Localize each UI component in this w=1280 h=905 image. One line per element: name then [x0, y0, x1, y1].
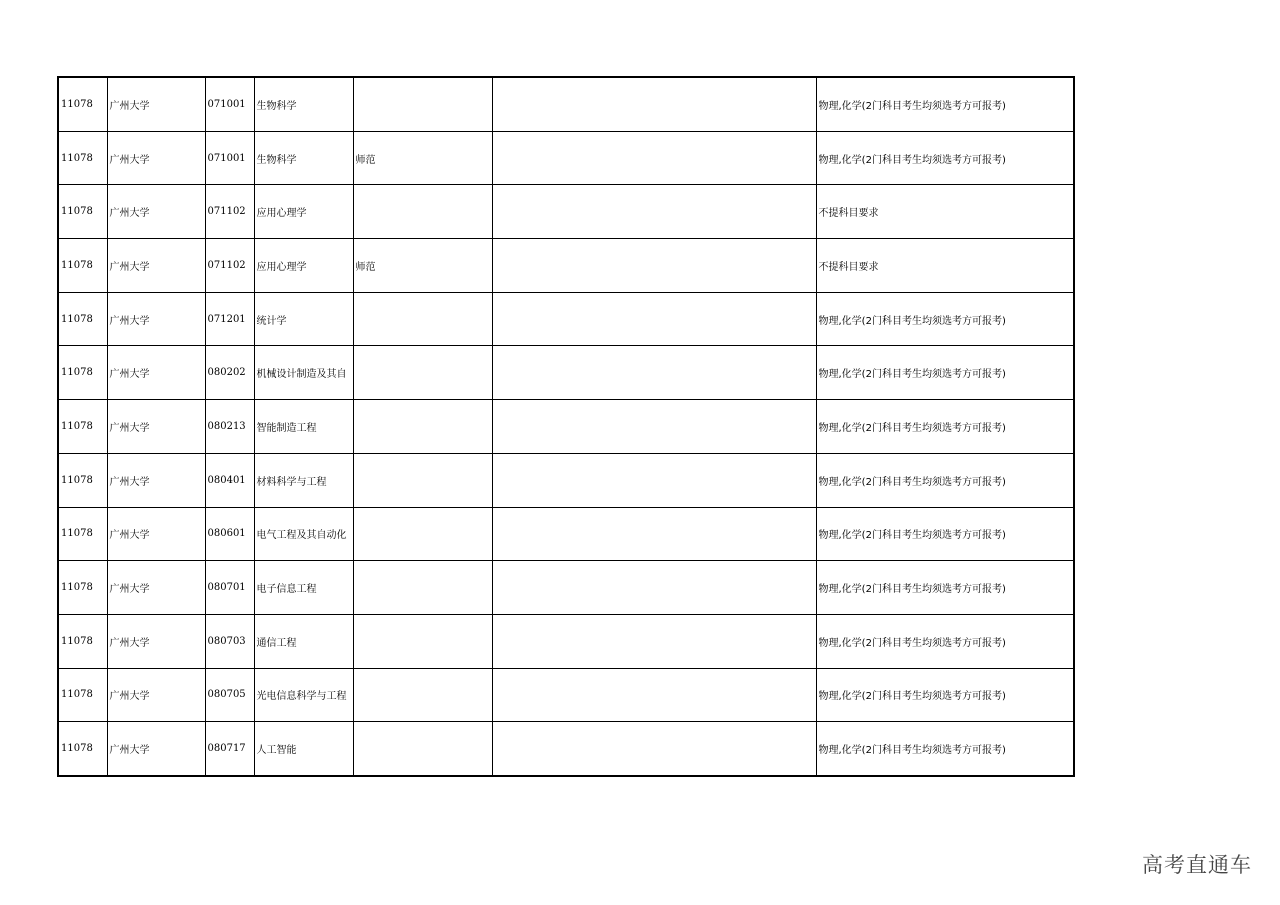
watermark-text: 高考直通车 — [1142, 853, 1252, 877]
major-code-cell: 071201 — [205, 292, 254, 346]
extra-cell — [492, 722, 816, 776]
school-name-cell: 广州大学 — [107, 614, 205, 668]
subject-requirement-cell: 物理,化学(2门科目考生均须选考方可报考) — [816, 507, 1074, 561]
major-name-cell: 智能制造工程 — [254, 400, 353, 454]
subject-requirement-cell: 物理,化学(2门科目考生均须选考方可报考) — [816, 668, 1074, 722]
table-row — [58, 346, 1074, 400]
note-cell — [353, 507, 492, 561]
school-code-cell: 11078 — [58, 561, 107, 615]
table-row — [58, 561, 1074, 615]
table-row — [58, 131, 1074, 185]
major-code-cell: 080601 — [205, 507, 254, 561]
note-cell — [353, 561, 492, 615]
major-code-cell: 080202 — [205, 346, 254, 400]
extra-cell — [492, 346, 816, 400]
subject-requirement-cell: 物理,化学(2门科目考生均须选考方可报考) — [816, 453, 1074, 507]
note-cell — [353, 292, 492, 346]
major-name-cell: 电子信息工程 — [254, 561, 353, 615]
school-name-cell: 广州大学 — [107, 400, 205, 454]
school-name-cell: 广州大学 — [107, 292, 205, 346]
note-cell — [353, 453, 492, 507]
extra-cell — [492, 561, 816, 615]
subject-requirement-cell: 物理,化学(2门科目考生均须选考方可报考) — [816, 77, 1074, 131]
note-cell — [353, 722, 492, 776]
school-name-cell: 广州大学 — [107, 77, 205, 131]
table-row — [58, 77, 1074, 131]
note-cell — [353, 400, 492, 454]
note-cell — [353, 614, 492, 668]
table-row — [58, 239, 1074, 293]
extra-cell — [492, 292, 816, 346]
school-code-cell: 11078 — [58, 614, 107, 668]
school-code-cell: 11078 — [58, 292, 107, 346]
major-code-cell: 080703 — [205, 614, 254, 668]
school-name-cell: 广州大学 — [107, 453, 205, 507]
subject-requirement-cell: 物理,化学(2门科目考生均须选考方可报考) — [816, 346, 1074, 400]
note-cell — [353, 346, 492, 400]
major-name-cell: 应用心理学 — [254, 185, 353, 239]
major-code-cell: 080213 — [205, 400, 254, 454]
major-code-cell: 071001 — [205, 131, 254, 185]
extra-cell — [492, 400, 816, 454]
major-code-cell: 071102 — [205, 239, 254, 293]
major-name-cell: 应用心理学 — [254, 239, 353, 293]
major-code-cell: 071001 — [205, 77, 254, 131]
school-code-cell: 11078 — [58, 507, 107, 561]
school-name-cell: 广州大学 — [107, 507, 205, 561]
school-code-cell: 11078 — [58, 77, 107, 131]
note-cell: 师范 — [353, 239, 492, 293]
note-cell — [353, 185, 492, 239]
school-code-cell: 11078 — [58, 346, 107, 400]
major-name-cell: 机械设计制造及其自 — [254, 346, 353, 400]
major-code-cell: 080701 — [205, 561, 254, 615]
note-cell — [353, 77, 492, 131]
extra-cell — [492, 453, 816, 507]
note-cell — [353, 668, 492, 722]
extra-cell — [492, 185, 816, 239]
major-name-cell: 材料科学与工程 — [254, 453, 353, 507]
school-name-cell: 广州大学 — [107, 722, 205, 776]
school-name-cell: 广州大学 — [107, 131, 205, 185]
table-row — [58, 400, 1074, 454]
school-code-cell: 11078 — [58, 131, 107, 185]
school-name-cell: 广州大学 — [107, 561, 205, 615]
major-name-cell: 电气工程及其自动化 — [254, 507, 353, 561]
school-code-cell: 11078 — [58, 453, 107, 507]
major-name-cell: 通信工程 — [254, 614, 353, 668]
school-name-cell: 广州大学 — [107, 668, 205, 722]
school-code-cell: 11078 — [58, 400, 107, 454]
note-cell: 师范 — [353, 131, 492, 185]
subject-requirement-cell: 物理,化学(2门科目考生均须选考方可报考) — [816, 131, 1074, 185]
school-name-cell: 广州大学 — [107, 346, 205, 400]
table-body — [58, 77, 1074, 776]
table-row — [58, 292, 1074, 346]
major-name-cell: 人工智能 — [254, 722, 353, 776]
extra-cell — [492, 239, 816, 293]
subject-requirement-cell: 物理,化学(2门科目考生均须选考方可报考) — [816, 722, 1074, 776]
school-code-cell: 11078 — [58, 668, 107, 722]
major-code-cell: 071102 — [205, 185, 254, 239]
extra-cell — [492, 77, 816, 131]
table-row — [58, 453, 1074, 507]
subject-requirement-cell: 物理,化学(2门科目考生均须选考方可报考) — [816, 614, 1074, 668]
major-name-cell: 光电信息科学与工程 — [254, 668, 353, 722]
school-code-cell: 11078 — [58, 239, 107, 293]
major-code-cell: 080717 — [205, 722, 254, 776]
major-name-cell: 统计学 — [254, 292, 353, 346]
extra-cell — [492, 507, 816, 561]
school-name-cell: 广州大学 — [107, 185, 205, 239]
subject-requirement-cell: 物理,化学(2门科目考生均须选考方可报考) — [816, 292, 1074, 346]
subject-requirement-cell: 物理,化学(2门科目考生均须选考方可报考) — [816, 561, 1074, 615]
subject-requirement-cell: 不提科目要求 — [816, 239, 1074, 293]
enrollment-requirements-table — [57, 76, 1075, 777]
major-code-cell: 080401 — [205, 453, 254, 507]
extra-cell — [492, 668, 816, 722]
table-row — [58, 668, 1074, 722]
table-row — [58, 507, 1074, 561]
subject-requirement-cell: 不提科目要求 — [816, 185, 1074, 239]
extra-cell — [492, 131, 816, 185]
subject-requirement-cell: 物理,化学(2门科目考生均须选考方可报考) — [816, 400, 1074, 454]
extra-cell — [492, 614, 816, 668]
table-row — [58, 185, 1074, 239]
school-code-cell: 11078 — [58, 185, 107, 239]
major-name-cell: 生物科学 — [254, 131, 353, 185]
school-name-cell: 广州大学 — [107, 239, 205, 293]
major-name-cell: 生物科学 — [254, 77, 353, 131]
table-row — [58, 614, 1074, 668]
school-code-cell: 11078 — [58, 722, 107, 776]
major-code-cell: 080705 — [205, 668, 254, 722]
table-row — [58, 722, 1074, 776]
